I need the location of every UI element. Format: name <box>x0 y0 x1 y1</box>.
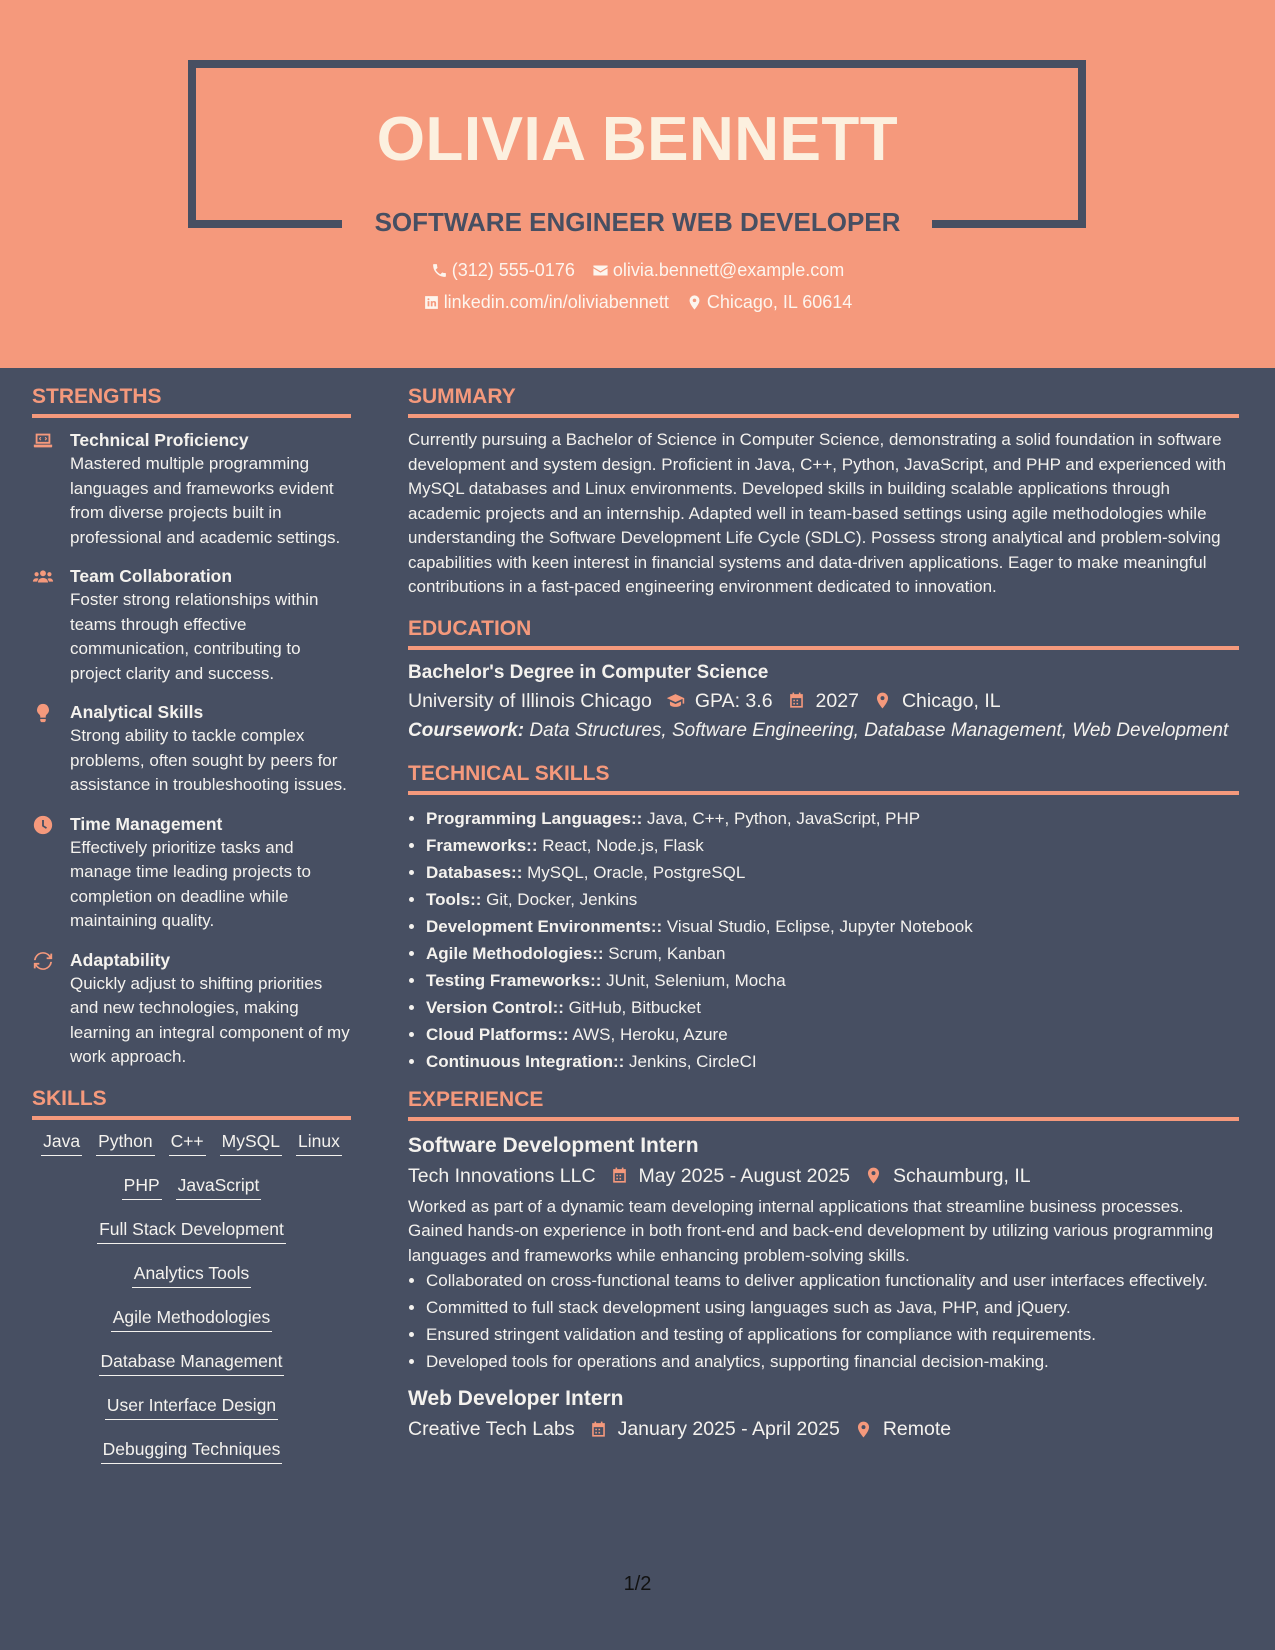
skill-tag: Linux <box>296 1130 342 1156</box>
skills-row <box>32 1350 351 1376</box>
gpa-value: GPA: 3.6 <box>694 689 773 712</box>
technical-skill-item <box>426 913 1239 940</box>
job-entry <box>408 1384 1239 1444</box>
job-bullet: • Collaborated on cross-functional teams to deliver application functionality and user interfaces effectively. <box>426 1268 1239 1293</box>
map-marker-icon <box>864 1166 883 1185</box>
laptop-code-icon <box>32 430 54 452</box>
sync-icon <box>32 950 54 972</box>
technical-skill-label: Version Control:: <box>426 997 564 1017</box>
technical-skill-value: GitHub, Bitbucket <box>568 997 701 1017</box>
summary-heading: SUMMARY <box>408 384 1239 418</box>
envelope-icon <box>592 262 609 279</box>
strength-item <box>32 428 351 550</box>
technical-skill-item <box>426 1048 1239 1075</box>
strength-title: Team Collaboration <box>70 566 233 586</box>
skill-tag: JavaScript <box>176 1174 262 1200</box>
technical-skill-label: Tools:: <box>426 889 482 909</box>
skills-row <box>32 1306 351 1332</box>
technical-skill-value: Git, Docker, Jenkins <box>486 889 638 909</box>
map-marker-icon <box>873 691 892 710</box>
technical-skill-value: Java, C++, Python, JavaScript, PHP <box>647 808 921 828</box>
header-banner <box>0 0 1275 368</box>
strength-item <box>32 700 351 798</box>
contact-row-2 <box>0 290 1275 317</box>
technical-skill-value: AWS, Heroku, Azure <box>572 1024 728 1044</box>
technical-skill-label: Development Environments:: <box>426 916 663 936</box>
coursework-label: Coursework: <box>408 719 525 741</box>
phone-text: (312) 555-0176 <box>451 260 575 280</box>
skill-tag: Full Stack Development <box>97 1218 286 1244</box>
clock-icon <box>32 814 54 836</box>
skills-row <box>32 1438 351 1464</box>
strength-description: Foster strong relationships within teams through effective communication, contributing to project clarity and success. <box>70 590 319 683</box>
technical-skill-item <box>426 886 1239 913</box>
job-bullet: • Developed tools for operations and analytics, supporting financial decision-making. <box>426 1349 1239 1374</box>
technical-skill-label: Agile Methodologies:: <box>426 943 604 963</box>
job-bullets <box>408 1268 1239 1374</box>
school-name: University of Illinois Chicago <box>408 689 652 712</box>
skill-tag: Agile Methodologies <box>111 1306 273 1332</box>
technical-skill-item <box>426 1021 1239 1048</box>
technical-skill-label: Cloud Platforms:: <box>426 1024 569 1044</box>
strength-title: Technical Proficiency <box>70 430 249 450</box>
map-marker-icon <box>686 294 703 311</box>
technical-skills-list <box>408 805 1239 1075</box>
skill-tag: C++ <box>169 1130 206 1156</box>
job-location: Remote <box>882 1418 952 1440</box>
technical-skill-value: Visual Studio, Eclipse, Jupyter Notebook <box>666 916 973 936</box>
technical-skill-value: React, Node.js, Flask <box>542 835 704 855</box>
strengths-heading: STRENGTHS <box>32 384 351 418</box>
job-title: Software Development Intern <box>408 1133 699 1157</box>
job-dates: January 2025 - April 2025 <box>617 1418 840 1440</box>
calendar-icon <box>787 691 806 710</box>
linkedin-icon <box>423 294 440 311</box>
phone-icon <box>431 262 448 279</box>
skills-heading: SKILLS <box>32 1086 351 1120</box>
right-column <box>408 384 1239 1444</box>
skill-tag: Java <box>41 1130 82 1156</box>
calendar-icon <box>610 1166 629 1185</box>
education-meta <box>408 686 1239 716</box>
job-bullet: • Ensured stringent validation and testing of applications for compliance with requirements. <box>426 1322 1239 1347</box>
location-text: Chicago, IL 60614 <box>706 292 853 312</box>
skill-tag: User Interface Design <box>105 1394 278 1420</box>
candidate-name: OLIVIA BENNETT <box>376 105 899 174</box>
location-contact <box>686 290 852 314</box>
skills-row <box>32 1262 351 1288</box>
education-location: Chicago, IL <box>901 689 1001 712</box>
technical-skill-item <box>426 832 1239 859</box>
skills-row <box>32 1394 351 1420</box>
company-name: Creative Tech Labs <box>408 1418 575 1440</box>
skills-row <box>32 1218 351 1244</box>
graduation-cap-icon <box>666 691 685 710</box>
degree-name: Bachelor's Degree in Computer Science <box>408 661 769 683</box>
skills-tag-list <box>32 1130 351 1464</box>
job-title: Web Developer Intern <box>408 1387 624 1410</box>
linkedin-contact[interactable] <box>423 290 669 314</box>
technical-skills-heading: TECHNICAL SKILLS <box>408 761 1239 795</box>
coursework-list: Data Structures, Software Engineering, Database Management, Web Development <box>529 719 1229 741</box>
strength-description: Effectively prioritize tasks and manage time leading projects to completion on deadline while maintaining quality. <box>70 837 311 930</box>
technical-skill-item <box>426 859 1239 886</box>
strength-description: Strong ability to tackle complex problems, often sought by peers for assistance in troubleshooting issues. <box>70 726 347 794</box>
coursework <box>408 718 1239 743</box>
experience-heading: EXPERIENCE <box>408 1087 1239 1121</box>
email-contact[interactable] <box>592 258 844 282</box>
skill-tag: Python <box>96 1130 154 1156</box>
page-number: 1/2 <box>623 1573 652 1595</box>
job-meta <box>408 1414 1239 1444</box>
strength-item <box>32 564 351 686</box>
technical-skill-item <box>426 940 1239 967</box>
technical-skill-value: JUnit, Selenium, Mocha <box>606 970 786 990</box>
strength-item <box>32 948 351 1070</box>
company-name: Tech Innovations LLC <box>408 1164 596 1187</box>
technical-skill-label: Testing Frameworks:: <box>426 970 602 990</box>
users-icon <box>32 566 54 588</box>
technical-skill-value: MySQL, Oracle, PostgreSQL <box>527 862 746 882</box>
skill-tag: Analytics Tools <box>132 1262 251 1288</box>
job-meta <box>408 1161 1239 1191</box>
lightbulb-icon <box>32 702 54 724</box>
skills-row <box>32 1174 351 1200</box>
job-dates: May 2025 - August 2025 <box>638 1164 850 1187</box>
skills-row <box>32 1130 351 1156</box>
job-description: Worked as part of a dynamic team developing internal applications that streamline business processes. Gained hands-on experience in both front-end and back-end development by utilizing various programming languages and frameworks while enhancing problem-solving skills. <box>408 1196 1214 1265</box>
job-location: Schaumburg, IL <box>892 1164 1031 1187</box>
strengths-list <box>32 428 351 1070</box>
strength-description: Mastered multiple programming languages and frameworks evident from diverse projects built in professional and academic settings. <box>70 454 341 547</box>
calendar-icon <box>589 1420 608 1439</box>
skill-tag: MySQL <box>220 1130 282 1156</box>
technical-skill-value: Scrum, Kanban <box>608 943 726 963</box>
linkedin-text: linkedin.com/in/oliviabennett <box>443 292 669 312</box>
strength-title: Analytical Skills <box>70 702 204 722</box>
technical-skill-item <box>426 967 1239 994</box>
strength-description: Quickly adjust to shifting priorities and new technologies, making learning an integral component of my work approach. <box>70 973 350 1066</box>
technical-skill-label: Continuous Integration:: <box>426 1051 625 1071</box>
contact-row-1 <box>0 258 1275 285</box>
summary-text: Currently pursuing a Bachelor of Science in Computer Science, demonstrating a solid foundation in software development and system design. Proficient in Java, C++, Python, JavaScript, and PHP and experienced with MySQL databases and Linux environments. Developed skills in building scalable applications through academic projects and an internship. Adapted well in team-based settings using agile methodologies while understanding the Software Development Life Cycle (SDLC). Possess strong analytical and problem-solving capabilities with keen interest in financial systems and data-driven applications. Eager to make meaningful contributions in a fast-paced engineering environment dedicated to innovation. <box>408 430 1227 596</box>
skill-tag: Debugging Techniques <box>101 1438 283 1464</box>
job-title-headline: SOFTWARE ENGINEER WEB DEVELOPER <box>374 207 901 237</box>
map-marker-icon <box>854 1420 873 1439</box>
technical-skill-label: Programming Languages:: <box>426 808 643 828</box>
left-column <box>32 384 351 1482</box>
technical-skill-label: Databases:: <box>426 862 523 882</box>
skill-tag: PHP <box>122 1174 162 1200</box>
phone-contact[interactable] <box>431 258 575 282</box>
strength-title: Adaptability <box>70 949 171 970</box>
graduation-year: 2027 <box>815 689 859 712</box>
education-heading: EDUCATION <box>408 616 1239 650</box>
strength-item <box>32 812 351 934</box>
job-entry <box>408 1131 1239 1375</box>
technical-skill-label: Frameworks:: <box>426 835 538 855</box>
job-bullet: • Committed to full stack development using languages such as Java, PHP, and jQuery. <box>426 1295 1239 1320</box>
technical-skill-item <box>426 994 1239 1021</box>
technical-skill-value: Jenkins, CircleCI <box>629 1051 757 1071</box>
skill-tag: Database Management <box>99 1350 285 1376</box>
strength-title: Time Management <box>70 813 223 834</box>
technical-skill-item <box>426 805 1239 832</box>
email-text: olivia.bennett@example.com <box>612 260 845 280</box>
